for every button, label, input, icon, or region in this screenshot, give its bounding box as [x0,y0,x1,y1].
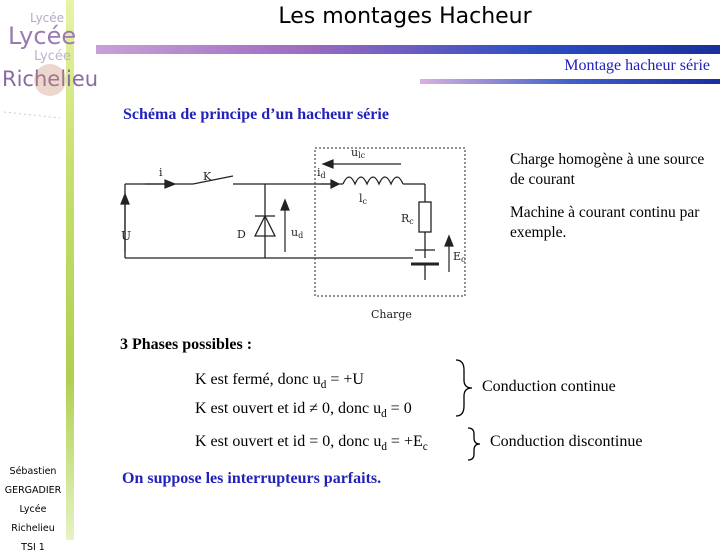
label-id: id [317,166,326,180]
author-first-name: Sébastien [9,466,57,477]
label-ulc: ulc [351,146,366,160]
ulc-arrow-head [323,160,333,168]
label-lc: lc [359,192,368,206]
logo-dots [4,112,60,118]
label-u: U [121,229,132,243]
label-ud: ud [291,226,304,240]
switch-k [193,176,233,184]
inductor-coil [343,177,403,184]
phase-1: K est fermé, donc $u_d = +U$ [195,371,364,392]
page-title: Les montages Hacheur [278,4,532,29]
label-k: K [203,170,212,183]
label-ec: Ec [453,250,466,264]
label-d: D [237,228,246,241]
id-arrow-head [331,180,339,188]
logo-portrait-shape [34,64,66,96]
load-box [315,148,465,296]
resistor-rc [419,202,431,232]
phase-2: K est ouvert et id ≠ 0, donc $u_d = 0$ [195,400,412,421]
logo-name-text: Richelieu [2,67,99,91]
logo-faded-text: Lycée [30,11,65,25]
i-arrow-head [165,180,175,188]
author-block [0,462,66,557]
header-gradient-bar [96,45,720,54]
page-subtitle: Montage hacheur série [564,57,710,74]
author-school: Lycée Richelieu [11,504,55,534]
label-rc: Rc [401,212,414,226]
conduction-discontinue: Conduction discontinue [490,433,643,450]
u-arrow-head [121,194,129,204]
chopper-circuit-diagram [115,140,475,325]
brace-continue [452,358,478,418]
logo-main-text: Lycée [8,22,77,50]
schema-title: Schéma de principe d’un hacheur série [123,106,389,123]
suppose-note: On suppose les interrupteurs parfaits. [122,470,382,487]
note-charge-homogene: Charge homogène à une source de courant [510,151,705,188]
brace-discontinue [466,426,486,466]
subtitle-underline-bar [420,79,720,84]
phase-3: K est ouvert et id = 0, donc $u_d = +E_c$ [195,433,428,454]
label-i: i [159,166,163,179]
label-charge: Charge [371,308,412,321]
note-machine-courant: Machine à courant continu par exemple. [510,204,700,241]
author-class: TSI 1 [21,542,45,553]
ec-arrow-head [445,236,453,246]
ud-arrow-head [281,200,289,210]
author-last-name: GERGADIER [4,485,62,496]
logo-faded-text-2: Lycée [34,49,71,64]
phases-title: 3 Phases possibles : [120,336,253,353]
conduction-continue: Conduction continue [482,378,616,395]
